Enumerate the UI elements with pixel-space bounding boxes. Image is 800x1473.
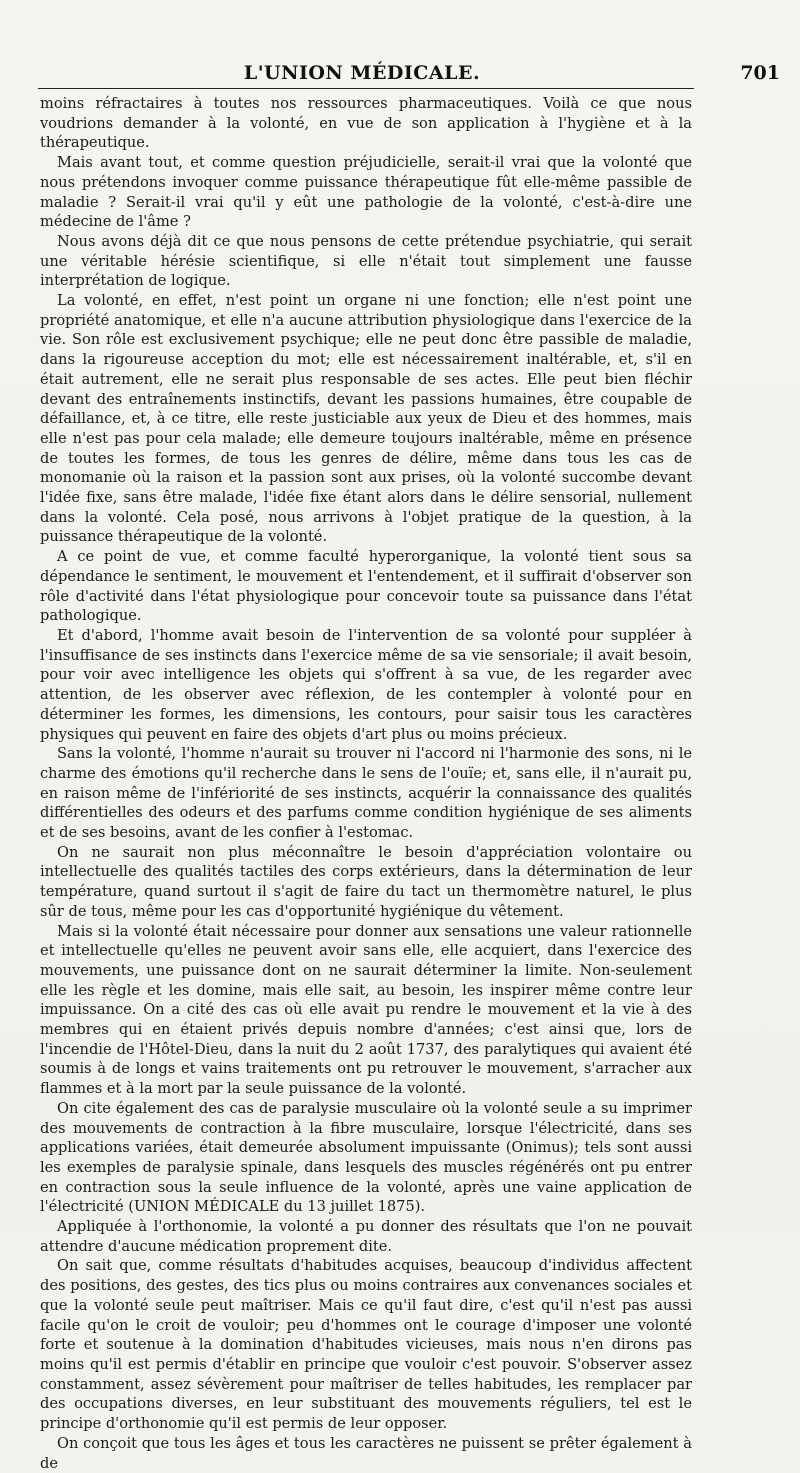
paragraph: On conçoit que tous les âges et tous les caractères ne puissent se prêter également à de [40, 1434, 692, 1472]
paragraph: On ne saurait non plus méconnaître le besoin d'appréciation volontaire ou intellectuelle des qualités tactiles des corps extérieurs, dans la détermination de leur température, quand surtout il s'agit de faire du tact un thermomètre naturel, le plus sûr de tous, même pour les cas d'opportunité hygiénique du vêtement. [40, 843, 692, 920]
body-text [40, 94, 692, 1473]
page-number: 701 [740, 62, 780, 84]
paragraph: Sans la volonté, l'homme n'aurait su trouver ni l'accord ni l'harmonie des sons, ni le charme des émotions qu'il recherche dans le sens de l'ouïe; et, sans elle, il n'aurait pu, en raison même de l'infériorité de ses instincts, acquérir la connaissance des qualités différentielles des odeurs et des parfums comme condition hygiénique de ses aliments et de ses besoins, avant de les confier à l'estomac. [40, 745, 692, 842]
paragraph: La volonté, en effet, n'est point un organe ni une fonction; elle n'est point une propriété anatomique, et elle n'a aucune attribution physiologique dans l'exercice de la vie. Son rôle est exclusivement psychique; elle ne peut donc être passible de maladie, dans la rigoureuse acception du mot; elle est nécessairement inaltérable, et, s'il en était autrement, elle ne serait plus responsable de ses actes. Elle peut bien fléchir devant des entraînements instinctifs, devant les passions humaines, être coupable de défaillance, et, à ce titre, elle reste justiciable aux yeux de Dieu et des hommes, mais elle n'est pas pour cela malade; elle demeure toujours inaltérable, même en présence de toutes les formes, de tous les genres de délire, même dans tous les cas de monomanie où la raison et la passion sont aux prises, où la volonté succombe devant l'idée fixe, sans être malade, l'idée fixe étant alors dans le délire sensorial, nullement dans la volonté. Cela posé, nous arrivons à l'objet pratique de la question, à la puissance thérapeutique de la volonté. [40, 292, 692, 546]
paragraph: moins réfractaires à toutes nos ressources pharmaceutiques. Voilà ce que nous voudrions demander à la volonté, en vue de son application à l'hygiène et à la thérapeutique. [40, 95, 692, 152]
paragraph: Mais si la volonté était nécessaire pour donner aux sensations une valeur rationnelle et intellectuelle qu'elles ne peuvent avoir sans elle, elle acquiert, dans l'exercice des mouvements, une puissance dont on ne saurait déterminer la limite. Non-seulement elle les règle et les domine, mais elle sait, au besoin, les inspirer même contre leur impuissance. On a cité des cas où elle avait pu rendre le mouvement et la vie à des membres qui en étaient privés depuis nombre d'années; c'est ainsi que, lors de l'incendie de l'Hôtel-Dieu, dans la nuit du 2 août 1737, des paralytiques qui avaient été soumis à de longs et vains traitements ont pu retrouver le mouvement, s'arracher aux flammes et à la mort par la seule puissance de la volonté. [40, 922, 692, 1098]
paragraph: On cite également des cas de paralysie musculaire où la volonté seule a su imprimer des mouvements de contraction à la fibre musculaire, lorsque l'électricité, dans ses applications variées, était demeurée absolument impuissante (Onimus); tels sont aussi les exemples de paralysie spinale, dans lesquels des muscles régénérés ont pu entrer en contraction sous la seule influence de la volonté, après une vaine application de l'électricité (UNION MÉDICALE du 13 juillet 1875). [40, 1099, 692, 1216]
paragraph: Et d'abord, l'homme avait besoin de l'intervention de sa volonté pour suppléer à l'insuffisance de ses instincts dans l'exercice même de sa vie sensoriale; il avait besoin, pour voir avec intelligence les objets qui s'offrent à sa vue, de les regarder avec attention, de les observer avec réflexion, de les contempler à volonté pour en déterminer les formes, les dimensions, les contours, pour saisir tous les caractères physiques qui peuvent en faire des objets d'art plus ou moins précieux. [40, 626, 692, 743]
running-header [36, 54, 780, 90]
paragraph: A ce point de vue, et comme faculté hyperorganique, la volonté tient sous sa dépendance le sentiment, le mouvement et l'entendement, et il suffirait d'observer son rôle d'activité dans l'état physiologique pour concevoir toute sa puissance dans l'état pathologique. [40, 548, 692, 625]
paragraph: Nous avons déjà dit ce que nous pensons de cette prétendue psychiatrie, qui serait une véritable hérésie scientifique, si elle n'était tout simplement une fausse interprétation de logique. [40, 232, 692, 290]
journal-title: L'UNION MÉDICALE. [243, 62, 481, 84]
header-rule [38, 88, 694, 89]
paragraph: Appliquée à l'orthonomie, la volonté a pu donner des résultats que l'on ne pouvait attendre d'aucune médication proprement dite. [40, 1218, 692, 1255]
paragraph: Mais avant tout, et comme question préjudicielle, serait-il vrai que la volonté que nous prétendons invoquer comme puissance thérapeutique fût elle-même passible de maladie ? Serait-il vrai qu'il y eût une pathologie de la volonté, c'est-à-dire une médecine de l'âme ? [40, 154, 692, 231]
paragraph: On sait que, comme résultats d'habitudes acquises, beaucoup d'individus affectent des positions, des gestes, des tics plus ou moins contraires aux convenances sociales et que la volonté seule peut maîtriser. Mais ce qu'il faut dire, c'est qu'il n'est pas aussi facile qu'on le croit de vouloir; peu d'hommes ont le courage d'imposer une volonté forte et soutenue à la domination d'habitudes vicieuses, mais nous n'en dirons pas moins qu'il est permis d'établir en principe que vouloir c'est pouvoir. S'observer assez constamment, assez sévèrement pour maîtriser de telles habitudes, les remplacer par des occupations diverses, en leur substituant des mouvements réguliers, tel est le principe d'orthonomie qu'il est permis de leur opposer. [40, 1257, 692, 1433]
